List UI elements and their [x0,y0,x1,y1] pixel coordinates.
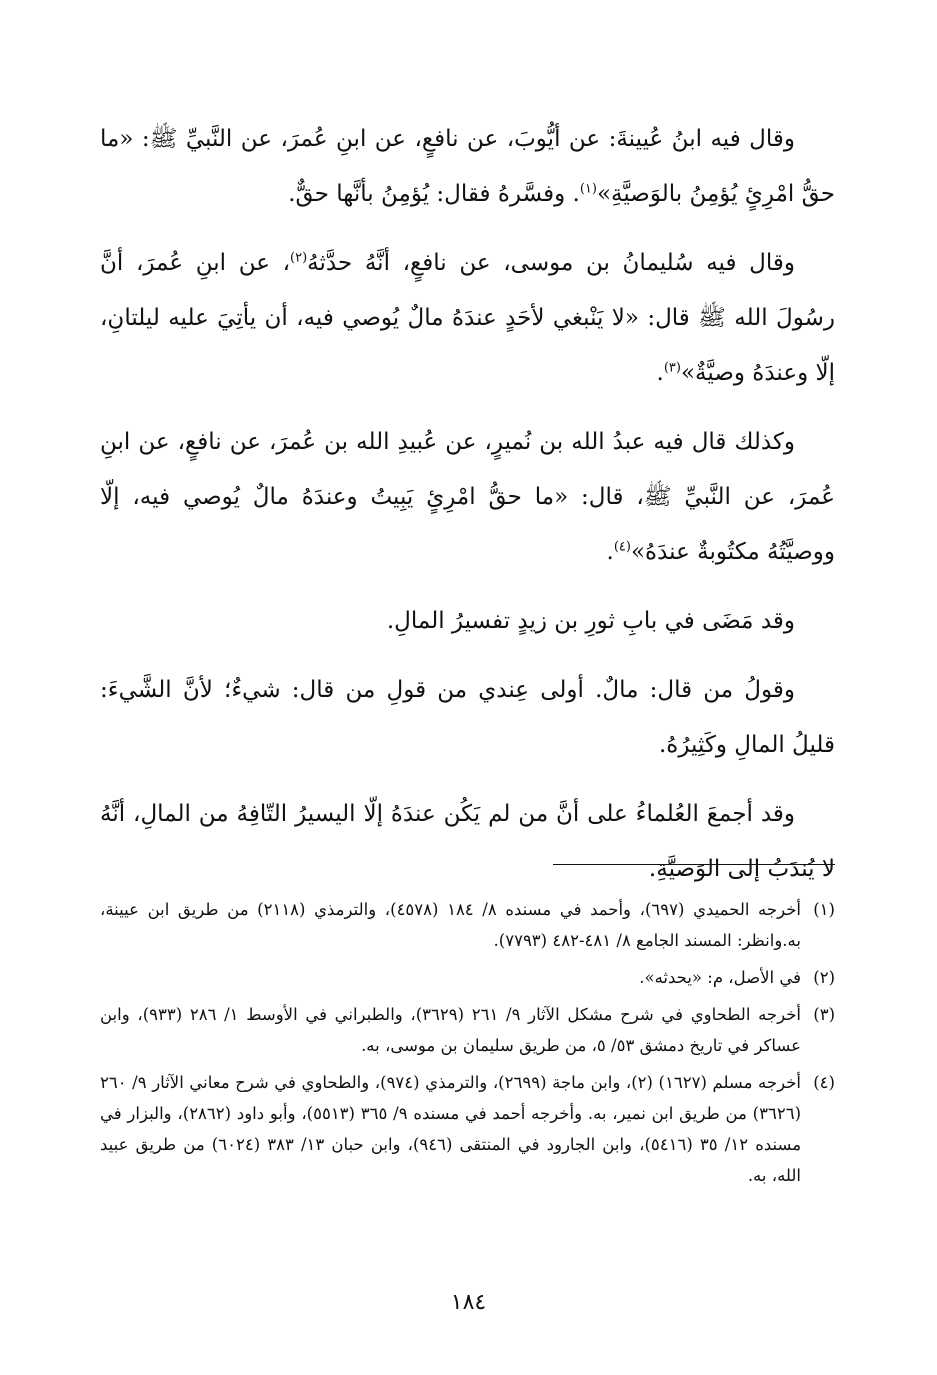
footnotes-section [100,894,835,1197]
footnote-ref-1[interactable]: (١) [579,181,597,197]
paragraph-text: وقال فيه سُليمانُ بن موسى، عن نافعٍ، أنَّهُ حدَّثهُ [307,250,795,276]
page-number: ١٨٤ [450,1290,487,1315]
footnote-divider [553,864,835,865]
footnote-number: (٣) [813,1005,836,1024]
paragraph-text: وقد أجمعَ العُلماءُ على أنَّ من لم يَكُن عندَهُ إلّا اليسيرُ التّافِهُ من المالِ، أنَّهُ لا يُندَبُ إلى الوَصيَّةِ. [100,801,835,882]
paragraph-text: . وفسَّرهُ فقال: يُؤمِنُ بأنَّها حقٌّ. [288,181,580,207]
footnote-ref-2[interactable]: (٢) [290,250,308,266]
paragraph-text: . [606,539,614,565]
page-content [100,112,836,1185]
footnote-text: أخرجه الحميدي (٦٩٧)، وأحمد في مسنده ٨/ ١٨٤ (٤٥٧٨)، والترمذي (٢١١٨) من طريق ابن عيينة، به.وانظر: المسند الجامع ٨/ ٤٨١-٤٨٢ (٧٧٩٣). [100,900,801,950]
footnote-1 [100,894,835,956]
paragraph-4 [100,594,835,649]
paragraph-2 [100,236,835,401]
footnote-3 [100,999,835,1061]
paragraph-6 [100,787,835,897]
paragraph-text: وقولُ من قال: مالٌ. أولى عِندي من قولِ من قال: شيءٌ؛ لأنَّ الشَّيءَ: قليلُ المالِ وكَثِيرُهُ. [100,677,835,758]
footnote-number: (٢) [813,968,835,987]
footnote-4 [100,1067,835,1191]
paragraph-1 [100,112,835,222]
footnote-text: أخرجه الطحاوي في شرح مشكل الآثار ٩/ ٢٦١ (٣٦٢٩)، والطبراني في الأوسط ١/ ٢٨٦ (٩٣٣)، وابن عساكر في تاريخ دمشق ٥٣/ ٥، من طريق سليمان بن موسى، به. [100,1005,802,1055]
footnote-2 [100,962,835,993]
footnote-ref-3[interactable]: (٣) [663,360,681,376]
footnote-text: أخرجه مسلم (١٦٢٧) (٢)، وابن ماجة (٢٦٩٩)، والترمذي (٩٧٤)، والطحاوي في شرح معاني الآثار ٩/ ٢٦٠ (٣٦٢٦) من طريق ابن نمير، به. وأخرجه أحمد في مسنده ٩/ ٣٦٥ (٥٥١٣)، وأبو داود (٢٨٦٢)، والبزار في مسنده ١٢/ ٣٥ (٥٤١٦)، وابن الجارود في المنتقى (٩٤٦)، وابن حبان ١٣/ ٣٨٣ (٦٠٢٤) من طريق عبيد الله، به. [100,1073,802,1185]
paragraph-text: . [656,360,664,386]
main-text [100,112,835,897]
paragraph-text: وقد مَضَى في بابِ ثورِ بن زيدٍ تفسيرُ المالِ. [386,608,795,634]
paragraph-3 [100,415,835,580]
footnote-ref-4[interactable]: (٤) [613,539,631,555]
footnote-text: في الأصل، م: «يحدثه». [639,968,801,987]
paragraph-5 [100,663,835,773]
paragraph-text: وقال فيه ابنُ عُيينةَ: عن أيُّوبَ، عن نافعٍ، عن ابنِ عُمرَ، عن النَّبيِّ ﷺ: «ما حقُّ امْرِئٍ يُؤمِنُ بالوَصيَّةِ» [100,126,835,207]
paragraph-text: ، عن ابنِ عُمرَ، أنَّ رسُولَ الله ﷺ قال: «لا يَنْبغي لأحَدٍ عندَهُ مالٌ يُوصي فيه، أن يأتِيَ عليه ليلتانِ، إلّا وعندَهُ وصيَّةٌ» [100,250,835,386]
footnote-number: (١) [813,900,835,919]
footnote-number: (٤) [813,1073,835,1092]
paragraph-text: وكذلك قال فيه عبدُ الله بن نُميرٍ، عن عُبيدِ الله بن عُمرَ، عن نافعٍ، عن ابنِ عُمرَ، عن النَّبيِّ ﷺ، قال: «ما حقُّ امْرِئٍ يَبِيتُ وعندَهُ مالٌ يُوصي فيه، إلّا ووصيَّتُهُ مكتُوبةٌ عندَهُ» [100,429,835,565]
